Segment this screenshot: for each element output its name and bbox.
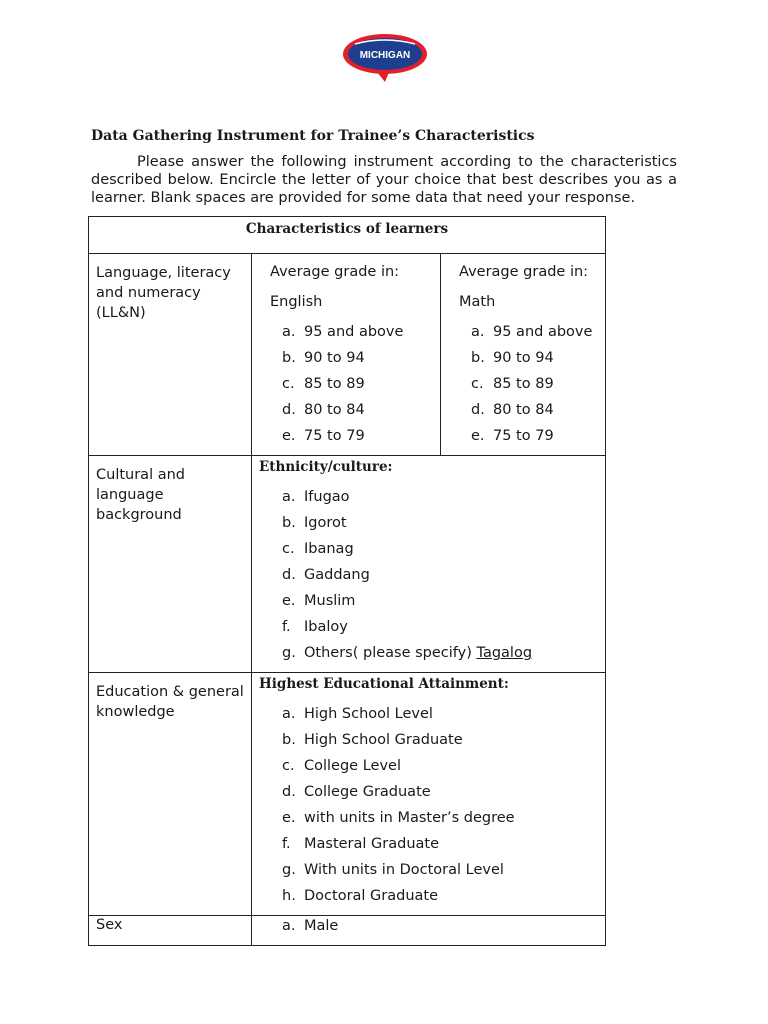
option-item[interactable]: b. Igorot	[282, 515, 347, 531]
culture-options	[259, 484, 605, 666]
option-item[interactable]: b. 90 to 94	[471, 350, 554, 366]
education-cell	[252, 673, 606, 916]
education-label: Education & general knowledge	[89, 673, 252, 916]
culture-cell	[252, 456, 606, 673]
math-subject: Math	[459, 294, 496, 310]
option-item[interactable]: f. Ibaloy	[282, 619, 348, 635]
option-item[interactable]: c. 85 to 89	[471, 376, 554, 392]
english-head: Average grade in:	[270, 264, 400, 280]
logo-text: MICHIGAN	[359, 50, 411, 61]
option-item[interactable]: a. 95 and above	[282, 324, 404, 340]
culture-heading: Ethnicity/culture:	[259, 459, 393, 475]
option-item[interactable]: d. 80 to 84	[471, 402, 554, 418]
math-head: Average grade in:	[459, 264, 589, 280]
english-options	[270, 319, 440, 449]
english-cell	[252, 254, 441, 456]
characteristics-table	[88, 216, 606, 946]
option-item[interactable]: h. Doctoral Graduate	[282, 888, 439, 904]
option-other[interactable]: g. Others( please specify) Tagalog	[282, 645, 533, 661]
option-item[interactable]: a. Male	[282, 918, 339, 934]
option-item[interactable]: e. 75 to 79	[471, 428, 554, 444]
culture-label: Cultural and language background	[89, 456, 252, 673]
option-item[interactable]: e. with units in Master’s degree	[282, 810, 515, 826]
sex-row	[89, 916, 606, 946]
sex-label: Sex	[89, 916, 252, 946]
option-item[interactable]: c. College Level	[282, 758, 401, 774]
culture-row	[89, 456, 606, 673]
education-heading: Highest Educational Attainment:	[259, 676, 509, 692]
sex-cell	[252, 916, 606, 946]
math-options	[459, 319, 605, 449]
option-item[interactable]: e. 75 to 79	[282, 428, 365, 444]
option-item[interactable]: b. High School Graduate	[282, 732, 463, 748]
option-item[interactable]: b. 90 to 94	[282, 350, 365, 366]
michigan-logo	[341, 32, 429, 82]
lln-label: Language, literacy and numeracy (LL&N)	[89, 254, 252, 456]
option-item[interactable]: c. 85 to 89	[282, 376, 365, 392]
option-item[interactable]: a. 95 and above	[471, 324, 593, 340]
intro-paragraph: Please answer the following instrument according to the characteristics described below. Encircle the letter of your choice that best describes you as a learner. Blank spaces are provided for some data that need your response.	[91, 154, 677, 206]
math-cell	[441, 254, 606, 456]
document-title: Data Gathering Instrument for Trainee’s Characteristics	[91, 128, 535, 144]
table-header: Characteristics of learners	[89, 217, 606, 254]
option-item[interactable]: d. College Graduate	[282, 784, 431, 800]
education-options	[259, 701, 605, 909]
option-item[interactable]: a. High School Level	[282, 706, 433, 722]
option-item[interactable]: e. Muslim	[282, 593, 356, 609]
english-subject: English	[270, 294, 323, 310]
option-item[interactable]: d. 80 to 84	[282, 402, 365, 418]
lln-row	[89, 254, 606, 456]
option-item[interactable]: g. With units in Doctoral Level	[282, 862, 504, 878]
option-item[interactable]: f. Masteral Graduate	[282, 836, 440, 852]
education-row	[89, 673, 606, 916]
other-answer-field[interactable]: Tagalog	[476, 645, 533, 661]
option-item[interactable]: a. Ifugao	[282, 489, 350, 505]
option-item[interactable]: d. Gaddang	[282, 567, 370, 583]
option-item[interactable]: c. Ibanag	[282, 541, 354, 557]
